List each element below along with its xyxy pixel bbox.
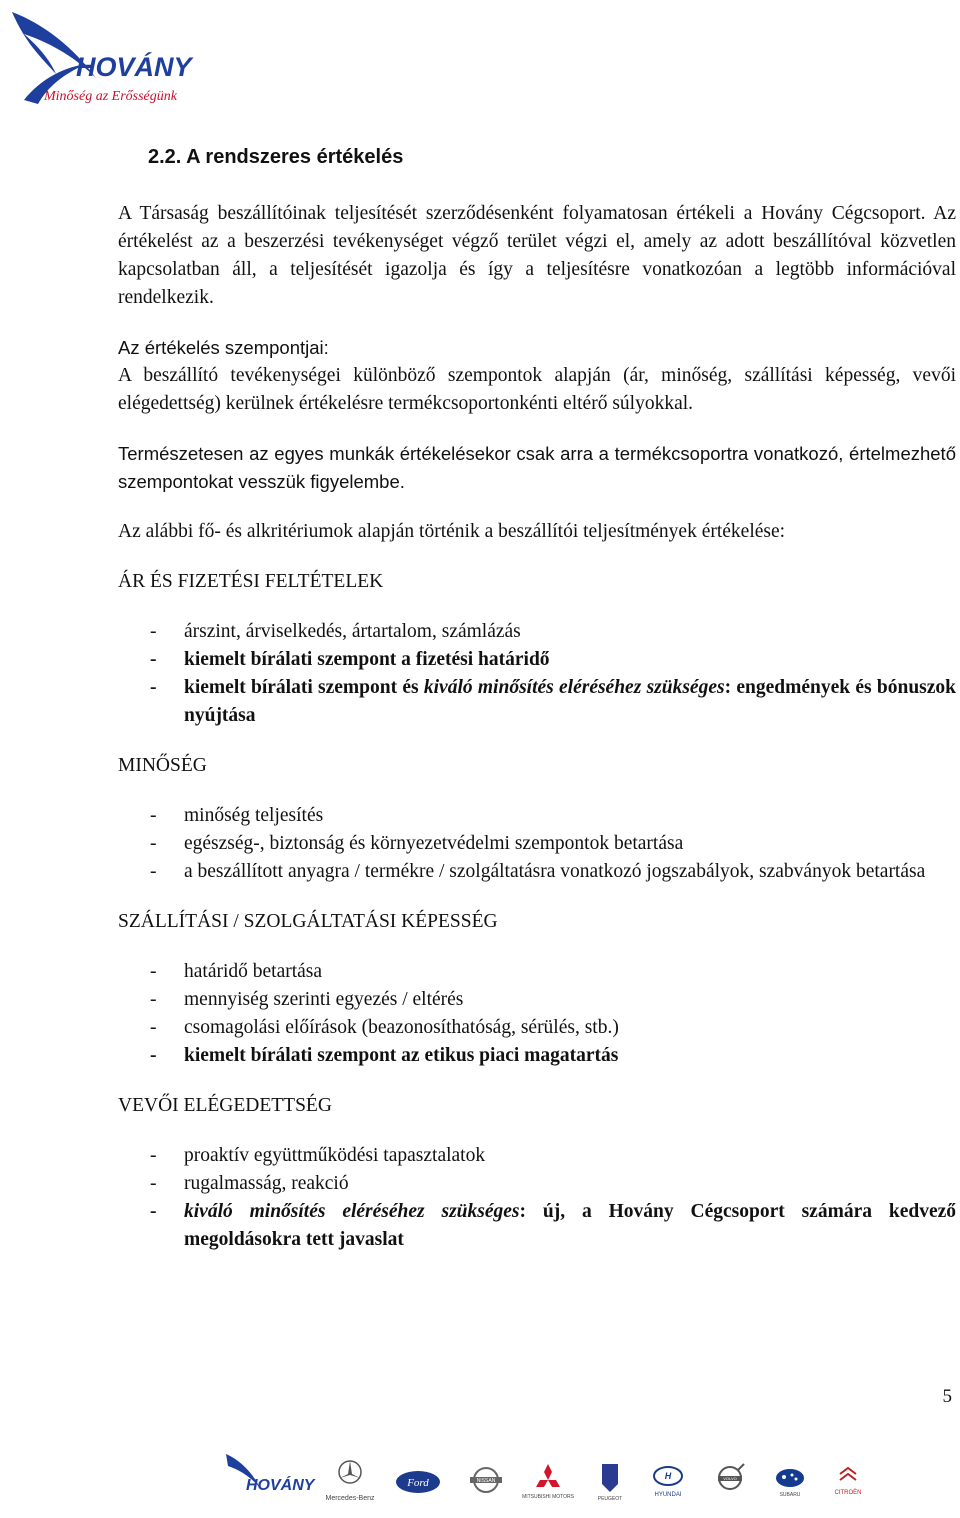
logo-brand-text: HOVÁNY bbox=[76, 52, 192, 82]
intro-paragraph: A Társaság beszállítóinak teljesítését szerződésenként folyamatosan értékeli a Hovány Cégcsoport. Az értékelést az a beszerzési tevékenységet végző terület végzi el, amely az adott beszállítóval közvetlen kapcsolatban áll, a teljesítését igazolja és így a teljesítésre vonatkozóan a legtöbb információval rendelkezik. bbox=[118, 203, 956, 308]
criteria-paragraph: A beszállító tevékenységei különböző szempontok alapján (ár, minőség, szállítási képesség, vevői elégedettség) kerülnek értékelésre termékcsoportonkénti eltérő súlyokkal. bbox=[118, 365, 956, 414]
list-item: - egészség-, biztonság és környezetvédelmi szempontok betartása bbox=[150, 833, 684, 854]
list-item: - mennyiség szerinti egyezés / eltérés bbox=[150, 989, 464, 1010]
svg-text:HYUNDAI: HYUNDAI bbox=[654, 1492, 682, 1498]
svg-text:HOVÁNY: HOVÁNY bbox=[246, 1477, 315, 1494]
subaru-logo bbox=[776, 1469, 804, 1498]
logo-slogan-text: Minőség az Erősségünk bbox=[44, 89, 177, 104]
document-body bbox=[118, 200, 956, 1276]
ford-logo bbox=[396, 1471, 440, 1493]
svg-text:PEUGEOT: PEUGEOT bbox=[597, 1496, 623, 1502]
section-title-delivery: SZÁLLÍTÁSI / SZOLGÁLTATÁSI KÉPESSÉG bbox=[118, 911, 498, 932]
list-item: - minőség teljesítés bbox=[150, 805, 324, 826]
section-delivery bbox=[118, 908, 956, 1070]
list-item: - csomagolási előírások (beazonosíthatóság, sérülés, stb.) bbox=[150, 1017, 619, 1038]
list-item: - árszint, árviselkedés, ártartalom, számlázás bbox=[150, 621, 521, 642]
nissan-logo bbox=[470, 1468, 502, 1492]
hovany-logo bbox=[4, 4, 214, 112]
note-paragraph: Természetesen az egyes munkák értékelésekor csak arra a termékcsoportra vonatkozó, értelmezhető szempontokat vesszük figyelembe. bbox=[118, 443, 956, 492]
hyundai-logo bbox=[654, 1467, 682, 1498]
svg-text:NISSAN: NISSAN bbox=[476, 1478, 496, 1484]
list-item: - kiemelt bírálati szempont és kiváló minősítés eléréséhez szükséges: engedmények és bónuszok nyújtása bbox=[150, 677, 957, 726]
list-item: - kiváló minősítés eléréséhez szükséges: új, a Hovány Cégcsoport számára kedvező megoldásokra tett javaslat bbox=[150, 1201, 957, 1250]
svg-text:SUBARU: SUBARU bbox=[779, 1492, 801, 1498]
list-item: - rugalmasság, reakció bbox=[150, 1173, 349, 1194]
volvo-logo bbox=[718, 1464, 744, 1489]
list-item: - proaktív együttműködési tapasztalatok bbox=[150, 1145, 486, 1166]
section-quality bbox=[118, 752, 956, 886]
section-title-customer-satisfaction: VEVŐI ELÉGEDETTSÉG bbox=[118, 1095, 332, 1116]
section-customer-satisfaction bbox=[118, 1092, 956, 1254]
section-heading: 2.2. A rendszeres értékelés bbox=[148, 146, 404, 168]
section-title-price: ÁR ÉS FIZETÉSI FELTÉTELEK bbox=[118, 571, 384, 592]
criteria-label: Az értékelés szempontjai: bbox=[118, 337, 329, 358]
svg-text:Ford: Ford bbox=[407, 1477, 429, 1489]
svg-text:MITSUBISHI MOTORS: MITSUBISHI MOTORS bbox=[522, 1494, 574, 1500]
list-item: - kiemelt bírálati szempont a fizetési határidő bbox=[150, 649, 550, 670]
svg-text:Mercedes-Benz: Mercedes-Benz bbox=[325, 1495, 375, 1502]
citroen-logo bbox=[835, 1468, 862, 1496]
svg-text:CITROËN: CITROËN bbox=[834, 1490, 862, 1496]
criteria-intro-paragraph: Az alábbi fő- és alkritériumok alapján történik a beszállítói teljesítmények értékelése: bbox=[118, 521, 786, 542]
svg-text:VOLVO: VOLVO bbox=[723, 1476, 737, 1481]
peugeot-logo bbox=[598, 1464, 622, 1502]
footer-brand-logos bbox=[222, 1450, 872, 1510]
list-item: - a beszállított anyagra / termékre / szolgáltatásra vonatkozó jogszabályok, szabványok betartása bbox=[150, 861, 926, 882]
mitsubishi-logo bbox=[522, 1464, 575, 1500]
page-number: 5 bbox=[942, 1386, 952, 1407]
footer-hovany-logo bbox=[226, 1454, 316, 1494]
svg-text:H: H bbox=[664, 1471, 672, 1481]
section-title-quality: MINŐSÉG bbox=[118, 755, 207, 776]
section-price bbox=[118, 568, 956, 730]
list-item: - kiemelt bírálati szempont az etikus piaci magatartás bbox=[150, 1045, 619, 1066]
list-item: - határidő betartása bbox=[150, 961, 323, 982]
mercedes-logo bbox=[325, 1461, 375, 1502]
